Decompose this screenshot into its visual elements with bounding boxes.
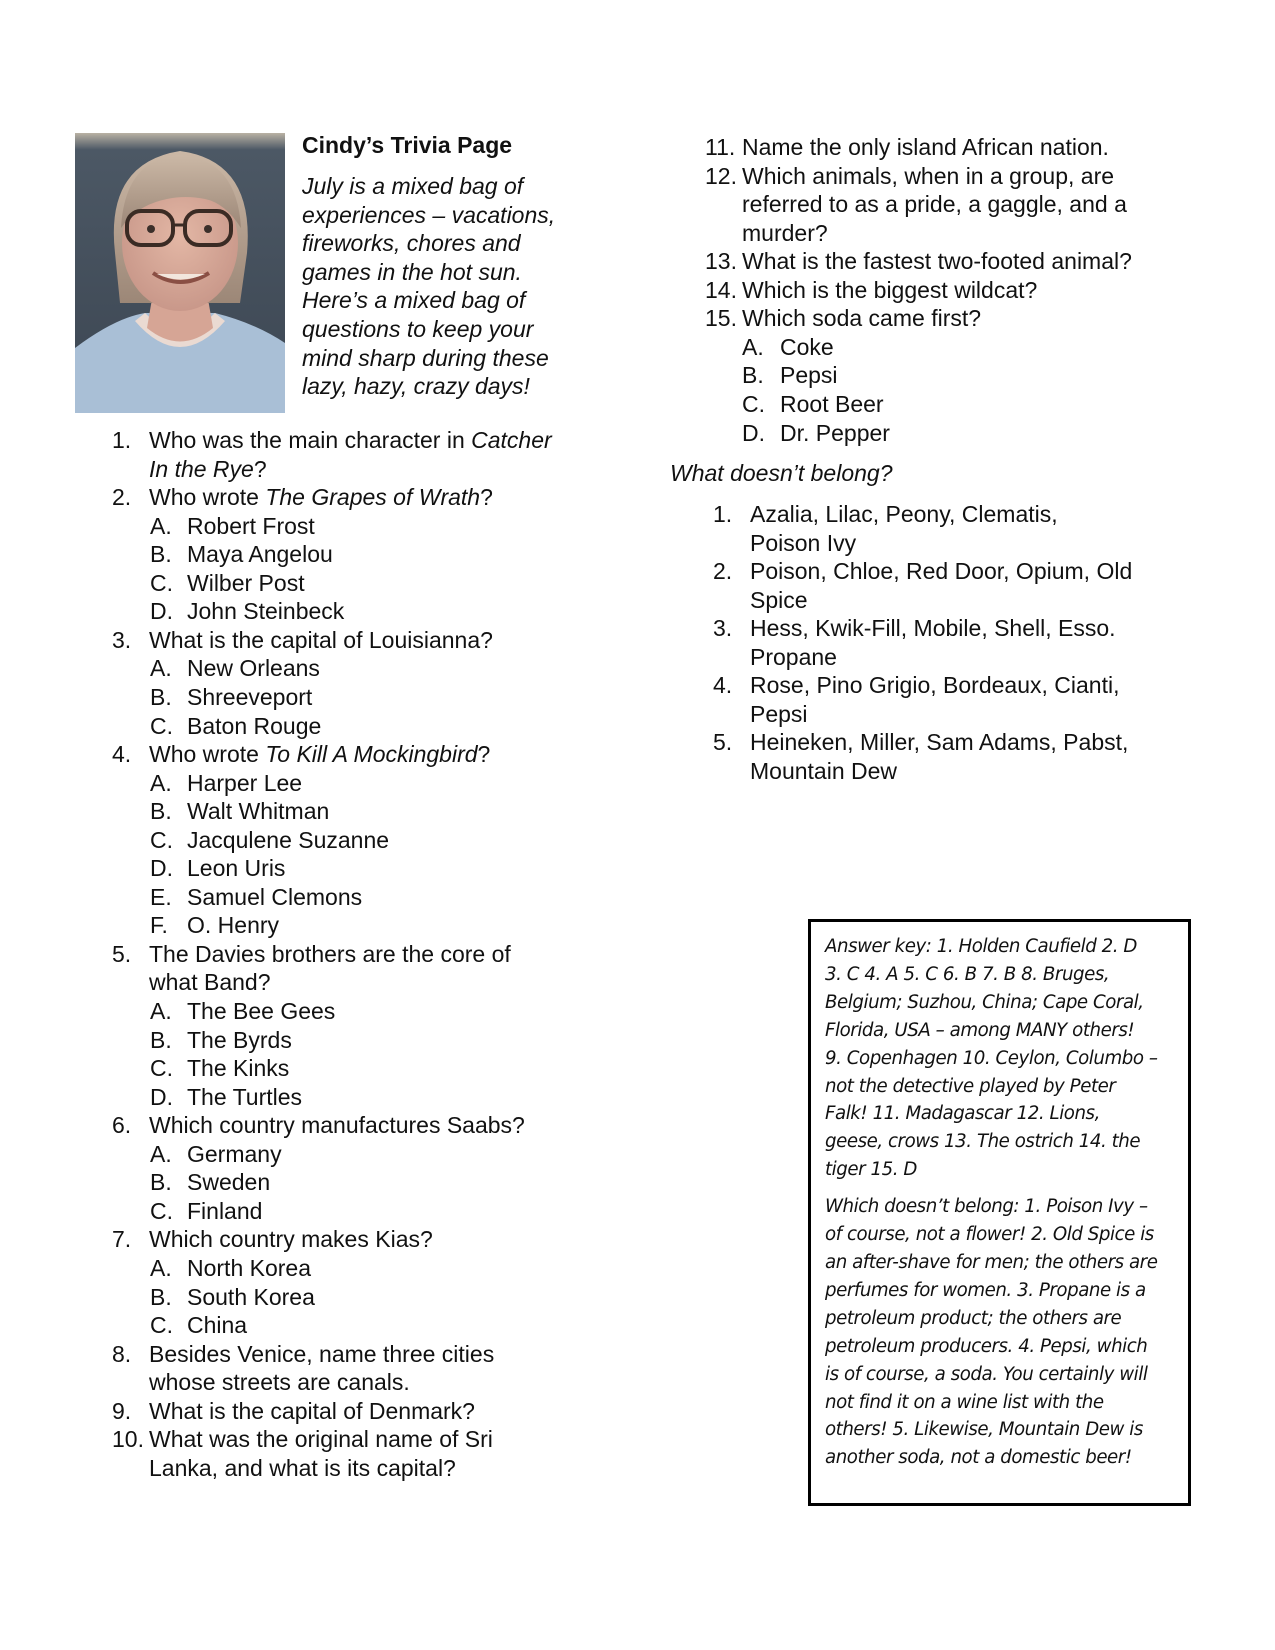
belong-number: 4.	[713, 672, 733, 699]
option-text: The Turtles	[187, 1083, 303, 1110]
option-letter: B.	[150, 798, 172, 825]
answer-key-line: Florida, USA – among MANY others!	[825, 1019, 1135, 1041]
question-text	[149, 940, 511, 969]
text-run: What is the capital of Denmark?	[149, 1397, 475, 1424]
option-letter: B.	[742, 362, 764, 389]
section-heading-what-doesnt-belong: What doesn’t belong?	[670, 460, 893, 486]
portrait-photo-image	[75, 133, 285, 413]
option-text: South Korea	[187, 1283, 315, 1310]
text-run: Besides Venice, name three cities	[149, 1340, 495, 1367]
answer-key-line: Which doesn’t belong: 1. Poison Ivy –	[825, 1196, 1148, 1218]
answer-key-line: not find it on a wine list with the	[825, 1391, 1104, 1413]
option-letter: A.	[150, 1254, 172, 1281]
option-letter: D.	[742, 419, 765, 446]
question-text	[149, 1454, 456, 1483]
question-number: 5.	[112, 940, 132, 967]
text-run: Name the only island African nation.	[742, 134, 1109, 160]
option-letter: C.	[150, 569, 173, 596]
intro-line: mind sharp during these	[302, 344, 549, 371]
question-number: 10.	[112, 1426, 144, 1453]
question-number: 14.	[705, 276, 737, 303]
question-text	[149, 1425, 493, 1454]
option-letter: A.	[150, 769, 172, 796]
option-letter: B.	[150, 683, 172, 710]
option-text: The Byrds	[187, 1026, 292, 1053]
option-letter: D.	[150, 855, 173, 882]
question-text	[149, 1340, 494, 1369]
text-run: referred to as a pride, a gaggle, and a	[742, 191, 1127, 218]
answer-key-line: Belgium; Suzhou, China; Cape Coral,	[825, 991, 1144, 1013]
option-text: Finland	[187, 1197, 263, 1224]
belong-text: Hess, Kwik-Fill, Mobile, Shell, Esso.	[750, 615, 1116, 642]
answer-key-line: an after-shave for men; the others are	[825, 1251, 1158, 1273]
option-text: Coke	[780, 333, 834, 360]
option-text: Harper Lee	[187, 769, 303, 796]
belong-text: Poison Ivy	[750, 529, 857, 556]
option-text: Samuel Clemons	[187, 883, 363, 910]
intro-line: lazy, hazy, crazy days!	[302, 373, 530, 400]
text-run: ?	[253, 455, 267, 482]
question-number: 8.	[112, 1340, 132, 1367]
option-text: Baton Rouge	[187, 712, 322, 739]
italic-title: Catcher	[471, 427, 552, 453]
answer-key-line: is of course, a soda. You certainly will	[825, 1363, 1148, 1385]
question-text	[149, 455, 267, 484]
option-letter: C.	[150, 1197, 173, 1224]
italic-title: To Kill A Mockingbird	[265, 741, 478, 768]
answer-key-line: Answer key: 1. Holden Caufield 2. D	[825, 936, 1137, 957]
option-text: O. Henry	[187, 912, 280, 939]
question-number: 9.	[112, 1397, 132, 1424]
answer-key-line: tiger 15. D	[825, 1159, 917, 1181]
question-number: 11.	[705, 134, 736, 160]
question-text	[742, 133, 1109, 162]
belong-number: 5.	[713, 729, 733, 756]
option-text: Dr. Pepper	[780, 419, 890, 446]
option-letter: C.	[150, 1312, 173, 1339]
answer-key-line: petroleum producers. 4. Pepsi, which	[825, 1335, 1148, 1357]
question-number: 12.	[705, 162, 737, 189]
option-text: Leon Uris	[187, 855, 286, 882]
option-letter: D.	[150, 1083, 173, 1110]
option-letter: A.	[150, 1140, 172, 1167]
option-letter: A.	[150, 998, 172, 1024]
text-run: What is the capital of Louisianna?	[149, 626, 493, 653]
intro-line: questions to keep your	[302, 315, 534, 342]
intro-line: Here’s a mixed bag of	[302, 287, 526, 314]
question-number: 15.	[705, 305, 737, 332]
option-text: Shreeveport	[187, 683, 313, 710]
belong-number: 2.	[713, 558, 733, 585]
belong-text: Propane	[750, 643, 837, 670]
option-letter: B.	[150, 1026, 172, 1053]
question-text	[742, 304, 981, 333]
text-run: Which country makes Kias?	[149, 1226, 433, 1253]
text-run: whose streets are canals.	[149, 1369, 410, 1396]
belong-text: Rose, Pino Grigio, Bordeaux, Cianti,	[750, 672, 1120, 699]
question-text	[149, 1111, 525, 1140]
intro-paragraph	[302, 172, 592, 401]
answer-key-line: 3. C 4. A 5. C 6. B 7. B 8. Bruges,	[825, 963, 1110, 985]
question-text	[149, 626, 493, 655]
answer-key-text	[825, 933, 1185, 1472]
question-text	[149, 1368, 410, 1397]
option-text: Robert Frost	[187, 512, 315, 539]
option-text: New Orleans	[187, 655, 320, 682]
answer-key-line: others! 5. Likewise, Mountain Dew is	[825, 1419, 1143, 1441]
question-number: 13.	[705, 248, 737, 275]
answer-key-line: Falk! 11. Madagascar 12. Lions,	[825, 1103, 1100, 1125]
text-run: murder?	[742, 219, 828, 246]
option-text: Germany	[187, 1140, 282, 1167]
option-letter: C.	[150, 1055, 173, 1082]
text-run: The Davies brothers are the core of	[149, 940, 511, 967]
option-letter: A.	[150, 655, 172, 682]
belong-text: Poison, Chloe, Red Door, Opium, Old	[750, 558, 1133, 585]
belong-text: Mountain Dew	[750, 757, 898, 784]
option-letter: B.	[150, 541, 172, 568]
intro-line: fireworks, chores and	[302, 230, 521, 257]
question-text	[149, 968, 270, 997]
option-text: The Kinks	[187, 1055, 290, 1082]
option-letter: C.	[150, 826, 173, 853]
option-letter: B.	[150, 1169, 172, 1196]
option-text: China	[187, 1312, 248, 1339]
answer-key-box	[808, 919, 1191, 1506]
option-text: Maya Angelou	[187, 541, 333, 568]
paragraph-gap	[825, 1184, 1185, 1193]
text-run: Who was the main character in	[149, 427, 472, 453]
option-letter: A.	[742, 333, 764, 360]
question-number: 4.	[112, 741, 132, 768]
option-text: Wilber Post	[187, 569, 305, 596]
intro-line: experiences – vacations,	[302, 201, 556, 228]
page-title: Cindy’s Trivia Page	[302, 132, 513, 158]
text-run: What is the fastest two-footed animal?	[742, 248, 1132, 275]
question-text	[742, 162, 1114, 191]
answer-key-line: 9. Copenhagen 10. Ceylon, Columbo –	[825, 1047, 1158, 1069]
question-text	[742, 276, 1037, 305]
text-run: What was the original name of Sri	[149, 1426, 493, 1453]
option-text: Root Beer	[780, 390, 884, 417]
question-number: 3.	[112, 626, 132, 653]
italic-title: The Grapes of Wrath	[265, 484, 481, 511]
text-run: what Band?	[149, 969, 271, 996]
answer-key-line: petroleum product; the others are	[825, 1307, 1122, 1329]
question-number: 7.	[112, 1226, 132, 1253]
option-text: North Korea	[187, 1254, 312, 1281]
text-run: Lanka, and what is its capital?	[149, 1454, 456, 1481]
italic-title: In the Rye	[149, 455, 254, 482]
text-run: Which is the biggest wildcat?	[742, 276, 1038, 303]
option-text: John Steinbeck	[187, 598, 345, 625]
option-letter: D.	[150, 598, 173, 625]
portrait-photo	[75, 133, 285, 413]
option-text: Sweden	[187, 1169, 271, 1196]
answer-key-line: of course, not a flower! 2. Old Spice is	[825, 1224, 1154, 1246]
question-number: 6.	[112, 1112, 132, 1139]
question-text	[149, 740, 490, 769]
question-text	[742, 190, 1127, 219]
text-run: Which soda came first?	[742, 305, 982, 332]
option-letter: A.	[150, 512, 172, 539]
answer-key-line: perfumes for women. 3. Propane is a	[825, 1279, 1146, 1301]
answer-key-line: another soda, not a domestic beer!	[825, 1447, 1132, 1469]
question-text	[742, 247, 1132, 276]
text-run: ?	[480, 484, 493, 511]
text-run: ?	[477, 741, 491, 768]
belong-number: 3.	[713, 615, 733, 642]
option-letter: B.	[150, 1283, 172, 1310]
question-text	[149, 483, 493, 512]
text-run: Who wrote	[149, 741, 266, 768]
option-letter: C.	[150, 712, 173, 739]
answer-key-line: not the detective played by Peter	[825, 1075, 1116, 1097]
option-text: The Bee Gees	[187, 998, 336, 1024]
answer-key-line: geese, crows 13. The ostrich 14. the	[825, 1131, 1141, 1153]
belong-number: 1.	[713, 501, 733, 527]
question-number: 1.	[112, 427, 132, 453]
text-run: Which country manufactures Saabs?	[149, 1112, 525, 1139]
question-text	[149, 1225, 433, 1254]
intro-line: games in the hot sun.	[302, 258, 522, 285]
option-letter: E.	[150, 883, 172, 910]
option-text: Walt Whitman	[187, 798, 330, 825]
text-run: Which animals, when in a group, are	[742, 162, 1115, 189]
option-letter: F.	[150, 912, 168, 939]
belong-text: Heineken, Miller, Sam Adams, Pabst,	[750, 729, 1129, 756]
intro-line: July is a mixed bag of	[302, 173, 524, 199]
belong-text: Pepsi	[750, 700, 808, 727]
belong-text: Azalia, Lilac, Peony, Clematis,	[750, 501, 1058, 527]
question-text	[149, 426, 552, 455]
belong-text: Spice	[750, 586, 808, 613]
option-letter: C.	[742, 390, 765, 417]
text-run: Who wrote	[149, 484, 266, 511]
option-text: Pepsi	[780, 362, 838, 389]
question-number: 2.	[112, 484, 132, 511]
question-text	[149, 1397, 475, 1426]
question-text	[742, 219, 828, 248]
option-text: Jacqulene Suzanne	[187, 826, 390, 853]
